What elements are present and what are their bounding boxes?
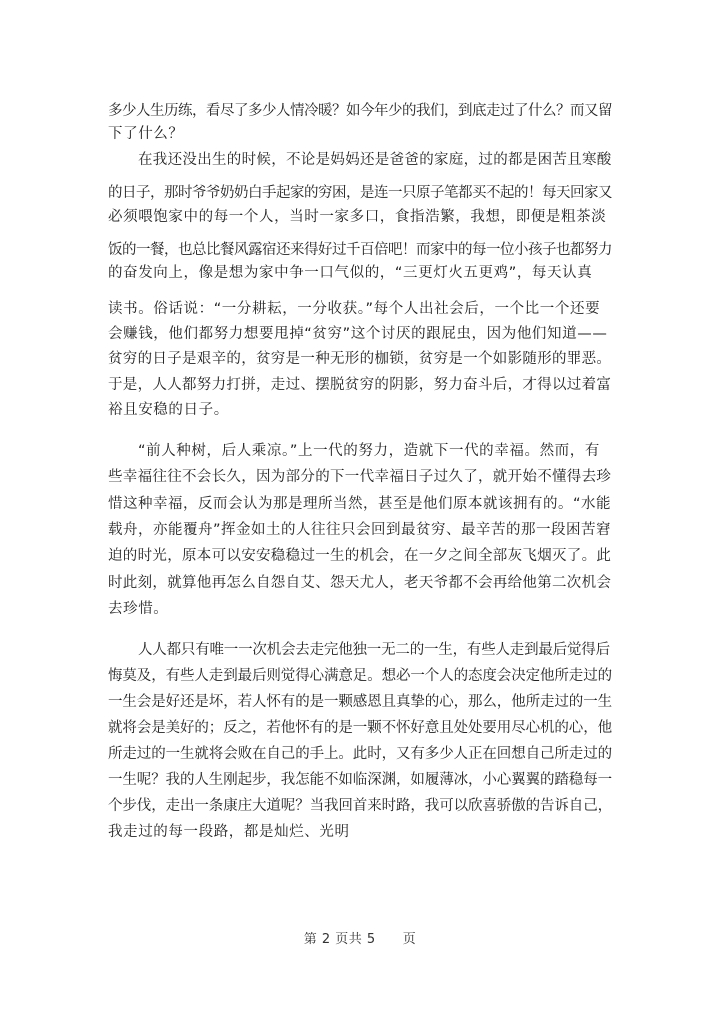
text-line: 饭的一餐，也总比餐风露宿还来得好过千百倍吧！而家中的每一位小孩子也都努力 [108,242,612,258]
text-line: 人人都只有唯一一次机会去走完他独一无二的一生，有些人走到最后觉得后 [138,642,610,658]
text-line: 时此刻，就算他再怎么自怨自艾、怨天尤人，老天爷都不会再给他第二次机会 [108,575,612,591]
text-line: 读书。俗话说：“一分耕耘，一分收获。”每个人出社会后，一个比一个还要 [108,301,601,317]
text-line: 悔莫及，有些人走到最后则觉得心满意足。想必一个人的态度会决定他所走过的 [108,668,612,684]
text-line: “前人种树，后人乘凉。”上一代的努力，造就下一代的幸福。然而，有 [138,443,600,459]
text-line: 的奋发向上，像是想为家中争一口气似的，“三更灯火五更鸡”，每天认真 [108,265,593,281]
text-line: 载舟，亦能覆舟”挥金如土的人往往只会回到最贫穷、最辛苦的那一段困苦窘 [108,522,612,538]
text-line: 多少人生历练，看尽了多少人情冷暖？如今年少的我们，到底走过了什么？而又留 [108,103,612,119]
text-line: 去珍惜。 [108,601,169,617]
text-line: 我走过的每一段路，都是灿烂、光明 [108,824,350,840]
text-line: 在我还没出生的时候，不论是妈妈还是爸爸的家庭，过的都是困苦且寒酸 [138,152,612,168]
text-line: 一生会是好还是坏，若人怀有的是一颗感恩且真挚的心，那么，他所走过的一生 [108,694,612,710]
text-line: 于是，人人都努力打拼，走过、摆脱贫穷的阴影，努力奋斗后，才得以过着富 [108,377,612,393]
text-line: 必须喂饱家中的每一个人，当时一家多口，食指浩繁，我想，即便是粗茶淡 [108,209,607,225]
text-line: 一生呢？我的人生刚起步，我怎能不如临深渊，如履薄冰，小心翼翼的踏稳每一 [108,772,612,788]
text-line: 贫穷的日子是艰辛的，贫穷是一种无形的枷锁，贫穷是一个如影随形的罪恶。 [108,351,612,367]
text-line: 下了什么？ [108,126,184,142]
text-line: 就将会是美好的；反之，若他怀有的是一颗不怀好意且处处要用尽心机的心，他 [108,720,612,736]
text-line: 裕且安稳的日子。 [108,402,229,418]
text-line: 会赚钱，他们都努力想要甩掉“贫穷”这个讨厌的跟屁虫，因为他们知道—— [108,326,608,342]
text-line: 惜这种幸福，反而会认为那是理所当然，甚至是他们原本就该拥有的。“水能 [108,496,612,512]
text-line: 的日子，那时爷爷奶奶白手起家的穷困，是连一只原子笔都买不起的！每天回家又 [108,185,612,201]
text-line: 个步伐，走出一条康庄大道呢？当我回首来时路，我可以欣喜骄傲的告诉自己， [108,798,612,814]
text-line: 所走过的一生就将会败在自己的手上。此时，又有多少人正在回想自己所走过的 [108,746,612,762]
text-line: 些幸福往往不会长久，因为部分的下一代幸福日子过久了，就开始不懂得去珍 [108,469,612,485]
text-line: 迫的时光，原本可以安安稳稳过一生的机会，在一夕之间全部灰飞烟灭了。此 [108,548,612,564]
page-number: 第 2 页共 5 页 [303,932,417,947]
